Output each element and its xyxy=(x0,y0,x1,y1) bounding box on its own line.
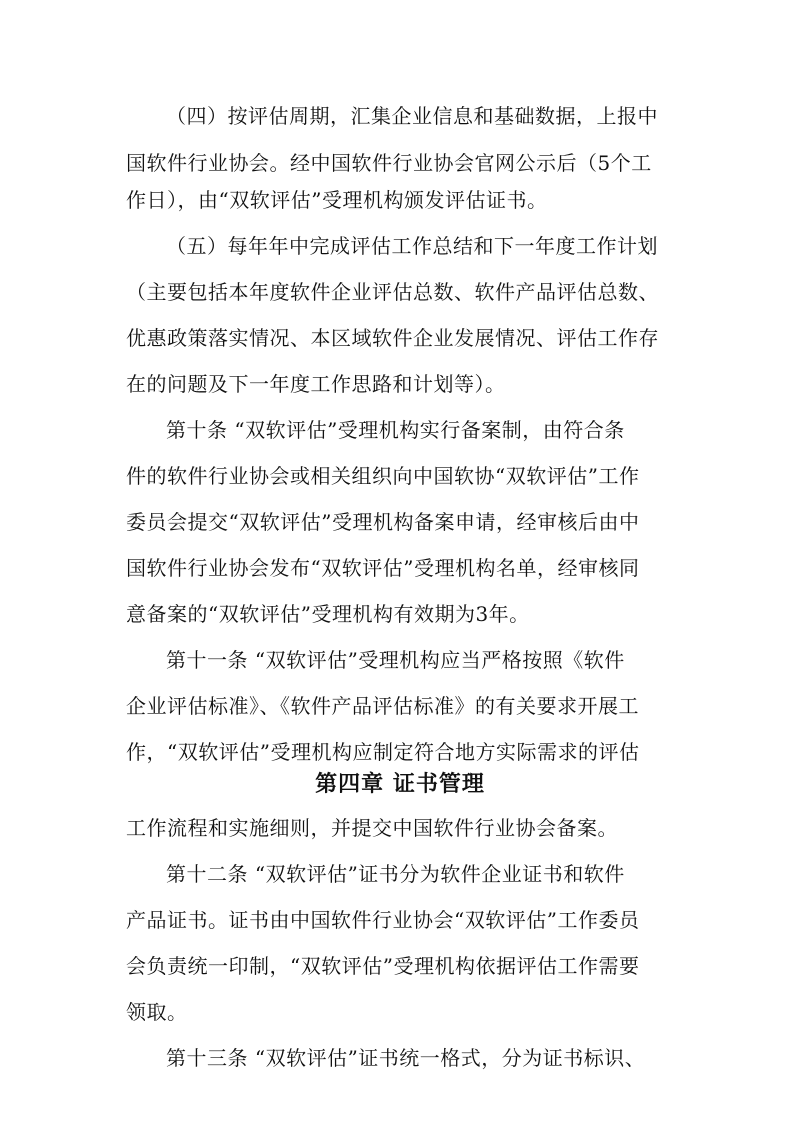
article-13-line-1: 第十三条 “双软评估”证书统一格式，分为证书标识、 xyxy=(166,1046,646,1070)
paragraph-4-line-2: 国软件行业协会。经中国软件行业协会官网公示后（5个工 xyxy=(126,151,652,175)
article-10-line-1: 第十条 “双软评估”受理机构实行备案制，由符合条 xyxy=(166,418,625,442)
article-11-line-2: 企业评估标准》、《软件产品评估标准》的有关要求开展工 xyxy=(126,694,639,718)
paragraph-4-line-1: （四）按评估周期，汇集企业信息和基础数据，上报中 xyxy=(166,104,658,128)
paragraph-5-line-2: （主要包括本年度软件企业评估总数、软件产品评估总数、 xyxy=(126,280,659,304)
article-11-line-1: 第十一条 “双软评估”受理机构应当严格按照《软件 xyxy=(166,648,625,672)
paragraph-5-line-1: （五）每年年中完成评估工作总结和下一年度工作计划 xyxy=(166,234,658,258)
article-12-line-4: 领取。 xyxy=(126,1000,188,1024)
article-10-line-5: 意备案的“双软评估”受理机构有效期为3年。 xyxy=(126,602,530,626)
article-12-line-3: 会负责统一印制，“双软评估”受理机构依据评估工作需要 xyxy=(126,954,640,978)
article-12-line-2: 产品证书。证书由中国软件行业协会“双软评估”工作委员 xyxy=(126,908,640,932)
chapter-heading: 第四章 证书管理 xyxy=(315,772,485,797)
article-12-line-1: 第十二条 “双软评估”证书分为软件企业证书和软件 xyxy=(166,862,625,886)
article-10-line-4: 国软件行业协会发布“双软评估”受理机构名单，经审核同 xyxy=(126,556,640,580)
article-10-line-3: 委员会提交“双软评估”受理机构备案申请，经审核后由中 xyxy=(126,510,640,534)
article-10-line-2: 件的软件行业协会或相关组织向中国软协“双软评估”工作 xyxy=(126,464,640,488)
article-11-line-4: 工作流程和实施细则，并提交中国软件行业协会备案。 xyxy=(126,816,618,840)
article-11-line-3: 作，“双软评估”受理机构应制定符合地方实际需求的评估 xyxy=(126,740,640,764)
paragraph-5-line-4: 在的问题及下一年度工作思路和计划等）。 xyxy=(126,372,506,396)
paragraph-5-line-3: 优惠政策落实情况、本区域软件企业发展情况、评估工作存 xyxy=(126,326,659,350)
paragraph-4-line-3: 作日），由“双软评估”受理机构颁发评估证书。 xyxy=(126,188,548,212)
